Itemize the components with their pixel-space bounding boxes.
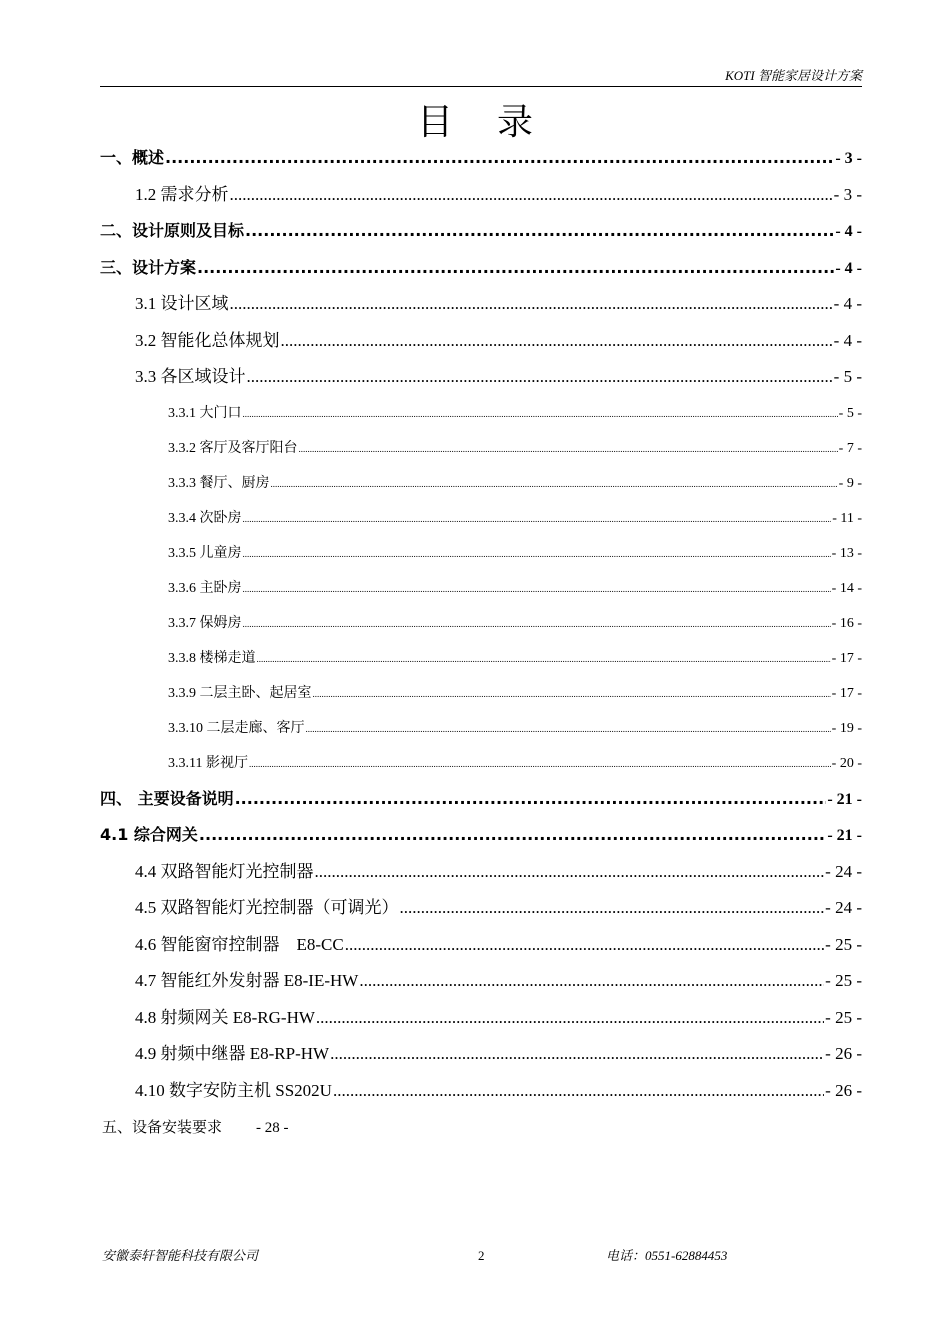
toc-entry[interactable] [100,711,862,746]
toc-entry[interactable] [100,140,862,177]
toc-entry[interactable] [100,781,862,818]
toc-entry[interactable] [100,1073,862,1110]
toc-dot-leader [230,286,833,322]
toc-entry-page: - 26 - [825,1044,862,1063]
toc-entry-text: 4.5 双路智能灯光控制器（可调光） [135,898,399,917]
toc-entry-text: 3.3.8 楼梯走道 [168,650,256,666]
toc-entry-text: 3.3.6 主卧房 [168,580,242,596]
toc-dot-leader [243,572,831,606]
toc-dot-leader [281,323,833,359]
toc-entry-page: - 4 - [835,259,862,277]
toc-entry-text: 3.3.11 影视厅 [168,755,248,771]
toc-entry-page: - 21 - [827,827,862,844]
toc-entry-text: 3.1 设计区域 [135,294,229,313]
toc-entry[interactable] [100,501,862,536]
toc-dot-leader [400,890,825,926]
toc-entry[interactable] [100,641,862,676]
toc-dot-leader [313,677,831,711]
toc-dot-leader [257,642,831,676]
toc-entry-text: 3.3.1 大门口 [168,405,242,421]
toc-entry[interactable] [100,571,862,606]
toc-entry[interactable] [100,250,862,287]
toc-entry[interactable] [100,963,862,1000]
toc-entry[interactable] [100,466,862,501]
toc-entry-page: - 11 - [832,510,862,526]
toc-dot-leader [316,1000,824,1036]
toc-entry-text: 3.3.7 保姆房 [168,615,242,631]
footer-company: 安徽泰轩智能科技有限公司 [102,1248,259,1263]
toc-entry-text: 3.3.9 二层主卧、起居室 [168,685,312,701]
toc-entry-text: 1.2 需求分析 [135,184,229,204]
toc-entry-text: 4.10 数字安防主机 SS202U [135,1080,332,1100]
toc-entry-page: - 4 - [835,223,862,240]
toc-entry-last[interactable] [102,1117,289,1139]
toc-entry-text: 3.2 智能化总体规划 [135,330,280,350]
toc-dot-leader [345,927,824,963]
toc-entry[interactable] [100,1036,862,1073]
toc-dot-leader [315,854,825,890]
toc-entry-text: 五、设备安装要求 [102,1120,223,1136]
toc-entry-page: - 25 - [825,934,862,954]
toc-entry-text: 四、 主要设备说明 [100,788,234,808]
table-of-contents [100,140,862,1109]
toc-entry[interactable] [100,927,862,964]
page-footer [102,1246,862,1266]
toc-entry[interactable] [100,536,862,571]
footer-page-number: 2 [478,1248,485,1263]
toc-entry[interactable] [100,323,862,360]
toc-entry-page: - 4 - [833,294,862,313]
toc-dot-leader [299,432,838,466]
toc-entry-text: 二、设计原则及目标 [100,221,245,240]
toc-entry-page: - 25 - [825,1007,862,1027]
toc-entry-page: - 13 - [831,545,862,561]
toc-entry-page: - 20 - [831,755,862,771]
toc-entry-page: - 9 - [838,475,862,491]
toc-dot-leader [359,963,824,999]
toc-entry-text: 4.4 双路智能灯光控制器 [135,861,314,881]
toc-entry-text: 4.8 射频网关 E8-RG-HW [135,1007,315,1027]
toc-entry-page: - 3 - [833,184,862,204]
footer-phone: 电话：0551-62884453 [606,1248,728,1263]
toc-entry[interactable] [100,431,862,466]
toc-entry[interactable] [100,817,862,854]
toc-entry-page: - 3 - [835,150,862,167]
toc-entry-page: - 28 - [256,1120,289,1136]
toc-dot-leader [243,502,832,536]
toc-entry-text: 3.3.5 儿童房 [168,545,242,561]
toc-entry[interactable] [100,213,862,250]
toc-dot-leader [197,250,834,286]
toc-entry-page: - 19 - [831,720,862,736]
toc-entry[interactable] [100,676,862,711]
toc-dot-leader [199,817,826,853]
toc-dot-leader [330,1036,824,1072]
toc-entry-page: - 26 - [825,1080,862,1100]
toc-dot-leader [333,1073,824,1109]
toc-dot-leader [165,140,834,176]
toc-entry-page: - 7 - [838,440,862,456]
toc-entry[interactable] [100,1000,862,1037]
toc-dot-leader [247,359,833,395]
toc-entry-page: - 17 - [831,650,862,666]
toc-entry-text: 3.3.4 次卧房 [168,510,242,526]
toc-entry-text: 4.1 综合网关 [100,825,198,844]
toc-dot-leader [271,467,838,501]
toc-entry-page: - 25 - [825,971,862,990]
toc-entry[interactable] [100,177,862,214]
toc-entry-page: - 4 - [833,330,862,350]
page-header [100,66,862,87]
page-title: 目录 [416,102,577,142]
toc-entry[interactable] [100,396,862,431]
toc-entry[interactable] [100,890,862,927]
toc-entry-page: - 17 - [831,685,862,701]
toc-dot-leader [235,781,827,817]
toc-entry-text: 4.6 智能窗帘控制器 E8-CC [135,934,344,954]
toc-entry-text: 3.3.2 客厅及客厅阳台 [168,440,298,456]
toc-entry[interactable] [100,854,862,891]
toc-entry-text: 4.7 智能红外发射器 E8-IE-HW [135,971,359,990]
toc-entry[interactable] [100,606,862,641]
toc-entry[interactable] [100,746,862,781]
toc-entry-page: - 16 - [831,615,862,631]
toc-entry-page: - 5 - [833,367,862,386]
toc-dot-leader [306,712,831,746]
toc-dot-leader [230,177,833,213]
toc-entry-text: 3.3 各区域设计 [135,367,246,386]
toc-entry[interactable] [100,359,862,396]
toc-entry-page: - 24 - [825,861,862,881]
toc-entry-text: 3.3.10 二层走廊、客厅 [168,720,305,736]
toc-dot-leader [249,747,831,781]
toc-dot-leader [245,213,834,249]
header-text: KOTI 智能家居设计方案 [725,68,862,83]
toc-dot-leader [243,397,838,431]
toc-entry-page: - 24 - [825,898,862,917]
toc-entry-text: 4.9 射频中继器 E8-RP-HW [135,1044,330,1063]
toc-entry-text: 3.3.3 餐厅、厨房 [168,475,270,491]
toc-entry-text: 三、设计方案 [100,257,197,277]
toc-entry-page: - 5 - [838,405,862,421]
toc-entry-page: - 21 - [827,790,862,808]
toc-entry-page: - 14 - [831,580,862,596]
toc-dot-leader [243,607,831,641]
toc-entry-text: 一、概述 [100,148,165,167]
toc-dot-leader [243,537,831,571]
toc-entry[interactable] [100,286,862,323]
